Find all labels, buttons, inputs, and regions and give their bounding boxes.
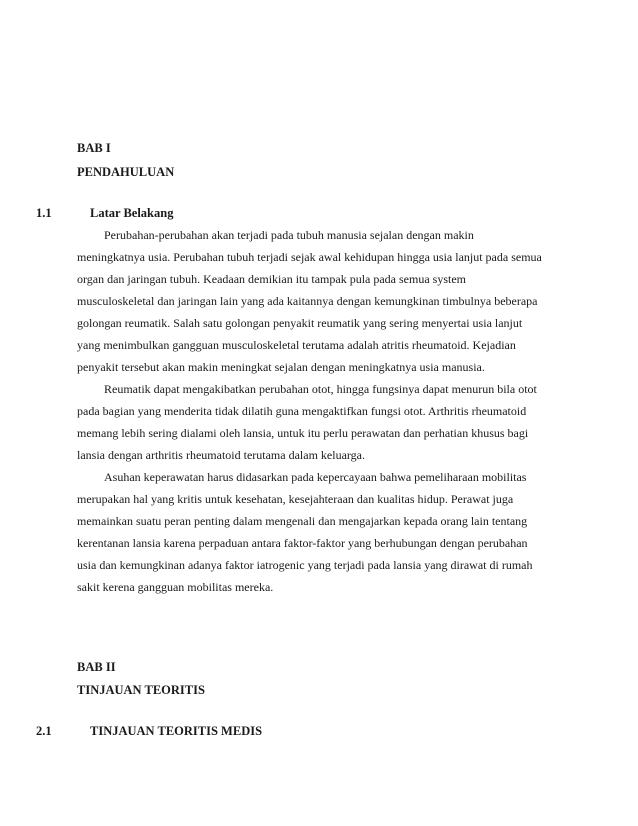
paragraph-line: merupakan hal yang kritis untuk kesehatan, kesejahteraan dan kualitas hidup. Perawat juga xyxy=(77,492,514,506)
paragraph-line: memainkan suatu peran penting dalam mengenali dan mengajarkan kepada orang lain tentang xyxy=(77,514,528,528)
chapter-1-label: BAB I xyxy=(77,141,111,155)
paragraph-line: Perubahan-perubahan akan terjadi pada tubuh manusia sejalan dengan makin xyxy=(104,228,474,242)
paragraph-line: organ dan jaringan tubuh. Keadaan demikian itu tampak pula pada semua system xyxy=(77,272,466,286)
paragraph-line: usia dan kemungkinan adanya faktor iatrogenic yang terjadi pada lansia yang dirawat di rumah xyxy=(77,558,533,572)
section-2-1-number: 2.1 xyxy=(36,724,52,738)
paragraph-line: Reumatik dapat mengakibatkan perubahan otot, hingga fungsinya dapat menurun bila otot xyxy=(104,382,537,396)
paragraph-line: yang menimbulkan gangguan musculoskeletal terutama adalah atritis rheumatoid. Kejadian xyxy=(77,338,516,352)
paragraph-line: kerentanan lansia karena perpaduan antara faktor-faktor yang berhubungan dengan perubahan xyxy=(77,536,528,550)
paragraph-line: memang lebih sering dialami oleh lansia, untuk itu perlu perawatan dan perhatian khusus bagi xyxy=(77,426,529,440)
paragraph-line: Asuhan keperawatan harus didasarkan pada kepercayaan bahwa pemeliharaan mobilitas xyxy=(104,470,527,484)
chapter-2-title: TINJAUAN TEORITIS xyxy=(77,683,205,697)
section-1-1-number: 1.1 xyxy=(36,206,52,220)
paragraph-line: golongan reumatik. Salah satu golongan penyakit reumatik yang sering menyertai usia lanjut xyxy=(77,316,523,330)
paragraph-line: penyakit tersebut akan makin meningkat sejalan dengan meningkatnya usia manusia. xyxy=(77,360,485,374)
paragraph-line: sakit kerena gangguan mobilitas mereka. xyxy=(77,580,274,594)
section-2-1-title: TINJAUAN TEORITIS MEDIS xyxy=(90,724,263,738)
paragraph-line: meningkatnya usia. Perubahan tubuh terjadi sejak awal kehidupan hingga usia lanjut pada semua xyxy=(77,250,542,264)
paragraph-line: pada bagian yang menderita tidak dilatih guna mengaktifkan fungsi otot. Arthritis rheumatoid xyxy=(77,404,527,418)
chapter-1-title: PENDAHULUAN xyxy=(77,165,175,179)
section-1-1-title: Latar Belakang xyxy=(90,206,174,220)
chapter-2-label: BAB II xyxy=(77,660,116,674)
paragraph-line: lansia dengan arthritis rheumatoid terutama dalam keluarga. xyxy=(77,448,366,462)
paragraph-line: musculoskeletal dan jaringan lain yang ada kaitannya dengan kemungkinan timbulnya beberapa xyxy=(77,294,538,308)
